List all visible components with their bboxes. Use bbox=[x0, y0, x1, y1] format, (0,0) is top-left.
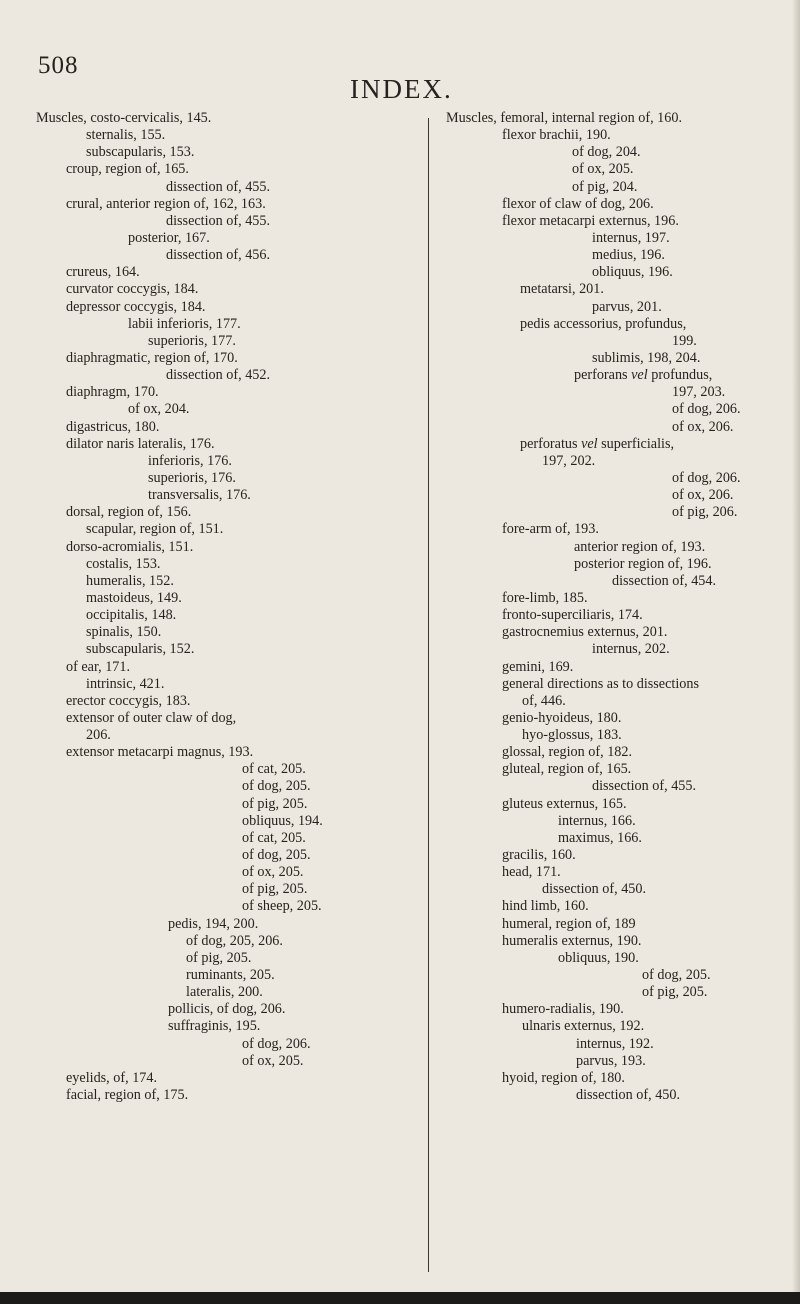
index-entry bbox=[36, 916, 426, 933]
index-entry bbox=[36, 419, 426, 436]
index-entry-text: subscapularis, 153. bbox=[86, 144, 195, 161]
index-entry-text: depressor coccygis, 184. bbox=[66, 298, 206, 315]
index-entry bbox=[36, 333, 426, 350]
index-entry-text: fronto-superciliaris, 174. bbox=[502, 607, 643, 624]
index-entry bbox=[446, 521, 791, 538]
index-entry-text: diaphragm, 170. bbox=[66, 384, 159, 401]
index-entry bbox=[36, 641, 426, 658]
page-number: 508 bbox=[38, 52, 79, 79]
index-entry-text: humero-radialis, 190. bbox=[502, 1001, 624, 1018]
index-entry bbox=[446, 470, 791, 487]
index-entry-text: dorsal, region of, 156. bbox=[66, 504, 192, 521]
index-entry bbox=[446, 247, 791, 264]
index-entry-text: facial, region of, 175. bbox=[66, 1087, 189, 1104]
index-entry-text: extensor metacarpi magnus, 193. bbox=[66, 744, 254, 761]
index-entry bbox=[446, 504, 791, 521]
index-entry bbox=[446, 453, 791, 470]
index-entry bbox=[446, 556, 791, 573]
index-entry bbox=[446, 573, 791, 590]
index-entry bbox=[446, 830, 791, 847]
index-entry-text: occipitalis, 148. bbox=[86, 607, 177, 624]
index-entry bbox=[36, 590, 426, 607]
index-entry-text: head, 171. bbox=[502, 864, 561, 881]
index-entry-text: parvus, 201. bbox=[592, 298, 662, 315]
index-entry-text: of ox, 206. bbox=[672, 487, 734, 504]
index-entry bbox=[36, 676, 426, 693]
index-entry-text: erector coccygis, 183. bbox=[66, 692, 191, 709]
index-entry-text: hyo-glossus, 183. bbox=[522, 727, 622, 744]
index-entry-text: flexor of claw of dog, 206. bbox=[502, 195, 654, 212]
index-entry bbox=[36, 127, 426, 144]
index-entry-text: glossal, region of, 182. bbox=[502, 744, 633, 761]
index-entry bbox=[36, 436, 426, 453]
index-entry-text: labii inferioris, 177. bbox=[128, 315, 241, 332]
index-entry bbox=[36, 1070, 426, 1087]
index-entry-text: crureus, 164. bbox=[66, 264, 140, 281]
running-head: INDEX. bbox=[350, 74, 453, 104]
index-entry-text: medius, 196. bbox=[592, 247, 665, 264]
index-entry-text: anterior region of, 193. bbox=[574, 538, 706, 555]
index-entry bbox=[446, 1001, 791, 1018]
index-entry-text: posterior region of, 196. bbox=[574, 555, 712, 572]
index-entry-text: of pig, 205. bbox=[186, 949, 252, 966]
index-entry bbox=[446, 299, 791, 316]
index-entry-text: of ox, 205. bbox=[242, 1052, 304, 1069]
index-entry bbox=[36, 299, 426, 316]
index-entry bbox=[446, 847, 791, 864]
index-entry bbox=[446, 693, 791, 710]
index-entry bbox=[446, 659, 791, 676]
index-entry bbox=[36, 264, 426, 281]
index-entry bbox=[36, 401, 426, 418]
page-bottom-edge bbox=[0, 1292, 800, 1304]
index-entry bbox=[446, 333, 791, 350]
index-entry bbox=[446, 384, 791, 401]
index-entry bbox=[446, 607, 791, 624]
index-entry-text: sternalis, 155. bbox=[86, 127, 166, 144]
index-entry-text: fore-limb, 185. bbox=[502, 589, 588, 606]
index-entry-text: general directions as to dissections bbox=[502, 675, 699, 692]
index-entry-text: Muscles, femoral, internal region of, 160. bbox=[446, 110, 682, 126]
index-entry bbox=[446, 1018, 791, 1035]
index-entry-text: of dog, 204. bbox=[572, 144, 641, 161]
index-entry-text: of dog, 206. bbox=[672, 401, 741, 418]
index-entry-text: of ox, 204. bbox=[128, 401, 190, 418]
index-entry-text: Muscles, costo-cervicalis, 145. bbox=[36, 110, 212, 126]
index-entry-text: of, 446. bbox=[522, 692, 566, 709]
index-entry bbox=[36, 247, 426, 264]
index-entry bbox=[446, 1036, 791, 1053]
index-entry-text: of ox, 206. bbox=[672, 418, 734, 435]
index-entry-text: dissection of, 450. bbox=[576, 1087, 681, 1104]
index-entry-text: of sheep, 205. bbox=[242, 898, 322, 915]
index-entry bbox=[36, 607, 426, 624]
index-entry-text: ulnaris externus, 192. bbox=[522, 1018, 645, 1035]
index-entry bbox=[36, 504, 426, 521]
index-entry bbox=[446, 744, 791, 761]
index-entry-text: superioris, 177. bbox=[148, 332, 236, 349]
index-entry-text: pedis, 194, 200. bbox=[168, 915, 259, 932]
index-entry bbox=[446, 264, 791, 281]
index-entry-text: metatarsi, 201. bbox=[520, 281, 604, 298]
index-entry-text: of ox, 205. bbox=[572, 161, 634, 178]
index-entry-text: flexor metacarpi externus, 196. bbox=[502, 212, 679, 229]
index-entry bbox=[446, 316, 791, 333]
index-entry-text: of ox, 205. bbox=[242, 864, 304, 881]
index-entry bbox=[36, 984, 426, 1001]
index-entry-text: gastrocnemius externus, 201. bbox=[502, 624, 668, 641]
index-entry bbox=[446, 881, 791, 898]
index-entry bbox=[446, 676, 791, 693]
index-entry-text: perforans vel profundus, bbox=[574, 367, 713, 384]
index-entry bbox=[36, 281, 426, 298]
index-entry-text: of pig, 205. bbox=[642, 984, 708, 1001]
index-entry bbox=[446, 950, 791, 967]
index-entry-text: internus, 197. bbox=[592, 229, 670, 246]
index-entry bbox=[446, 641, 791, 658]
index-entry-text: maximus, 166. bbox=[558, 829, 642, 846]
index-entry-text: of dog, 205. bbox=[242, 847, 311, 864]
index-entry-text: mastoideus, 149. bbox=[86, 589, 182, 606]
index-entry-text: of cat, 205. bbox=[242, 829, 306, 846]
index-entry-text: parvus, 193. bbox=[576, 1052, 646, 1069]
index-entry bbox=[446, 350, 791, 367]
index-entry bbox=[36, 693, 426, 710]
index-entry bbox=[36, 933, 426, 950]
index-entry bbox=[36, 573, 426, 590]
index-entry-text: superioris, 176. bbox=[148, 469, 236, 486]
index-entry bbox=[36, 744, 426, 761]
index-entry-text: dissection of, 456. bbox=[166, 247, 271, 264]
index-entry bbox=[446, 179, 791, 196]
index-entry-text: of dog, 206. bbox=[242, 1035, 311, 1052]
index-entry bbox=[36, 161, 426, 178]
index-entry bbox=[36, 950, 426, 967]
index-entry bbox=[446, 1070, 791, 1087]
index-entry bbox=[446, 230, 791, 247]
index-entry-text: posterior, 167. bbox=[128, 229, 210, 246]
index-entry bbox=[446, 401, 791, 418]
index-entry-text: perforatus vel superficialis, bbox=[520, 435, 675, 452]
index-entry bbox=[446, 127, 791, 144]
index-entry bbox=[36, 453, 426, 470]
index-entry-text: hind limb, 160. bbox=[502, 898, 589, 915]
index-entry bbox=[446, 624, 791, 641]
index-entry-text: of pig, 205. bbox=[242, 881, 308, 898]
index-entry bbox=[36, 110, 426, 127]
column-divider bbox=[428, 118, 429, 1272]
index-entry-text: intrinsic, 421. bbox=[86, 675, 165, 692]
index-entry bbox=[446, 933, 791, 950]
index-entry bbox=[36, 179, 426, 196]
index-entry bbox=[446, 984, 791, 1001]
index-entry bbox=[446, 796, 791, 813]
index-entry bbox=[446, 1087, 791, 1104]
index-entry-text: pollicis, of dog, 206. bbox=[168, 1001, 286, 1018]
index-entry bbox=[36, 864, 426, 881]
index-entry-text: lateralis, 200. bbox=[186, 984, 263, 1001]
index-entry-text: costalis, 153. bbox=[86, 555, 161, 572]
index-entry bbox=[446, 710, 791, 727]
index-entry bbox=[36, 830, 426, 847]
index-entry bbox=[36, 847, 426, 864]
index-entry-text: gemini, 169. bbox=[502, 658, 574, 675]
index-entry-text: ruminants, 205. bbox=[186, 967, 275, 984]
index-entry bbox=[446, 967, 791, 984]
index-entry bbox=[446, 110, 791, 127]
index-entry bbox=[446, 778, 791, 795]
index-entry-text: of cat, 205. bbox=[242, 761, 306, 778]
index-entry bbox=[446, 161, 791, 178]
index-entry-text: fore-arm of, 193. bbox=[502, 521, 599, 538]
index-entry-text: 206. bbox=[86, 727, 111, 744]
index-entry-text: croup, region of, 165. bbox=[66, 161, 189, 178]
index-entry-text: flexor brachii, 190. bbox=[502, 127, 611, 144]
index-entry bbox=[446, 487, 791, 504]
index-entry-text: gluteal, region of, 165. bbox=[502, 761, 632, 778]
index-entry bbox=[36, 144, 426, 161]
index-entry-text: dissection of, 454. bbox=[612, 572, 717, 589]
index-entry bbox=[36, 727, 426, 744]
index-entry bbox=[36, 350, 426, 367]
index-entry-text: spinalis, 150. bbox=[86, 624, 162, 641]
index-entry bbox=[36, 367, 426, 384]
index-entry bbox=[36, 624, 426, 641]
index-entry-text: dissection of, 455. bbox=[592, 778, 697, 795]
index-entry-text: 197, 203. bbox=[672, 384, 726, 401]
index-entry bbox=[36, 556, 426, 573]
index-entry-text: obliquus, 190. bbox=[558, 949, 639, 966]
index-entry-text: genio-hyoideus, 180. bbox=[502, 709, 622, 726]
index-entry-text: humeralis externus, 190. bbox=[502, 932, 642, 949]
index-entry-text: curvator coccygis, 184. bbox=[66, 281, 199, 298]
index-entry-text: obliquus, 196. bbox=[592, 264, 673, 281]
index-entry-text: gracilis, 160. bbox=[502, 847, 576, 864]
index-entry-text: of ear, 171. bbox=[66, 658, 131, 675]
index-entry-text: of dog, 206. bbox=[672, 469, 741, 486]
index-entry-text: digastricus, 180. bbox=[66, 418, 160, 435]
index-entry-text: dissection of, 452. bbox=[166, 367, 271, 384]
index-entry-text: hyoid, region of, 180. bbox=[502, 1069, 625, 1086]
index-entry-text: 199. bbox=[672, 332, 697, 349]
index-entry bbox=[36, 778, 426, 795]
index-entry bbox=[36, 1018, 426, 1035]
index-entry bbox=[36, 881, 426, 898]
index-entry bbox=[36, 1001, 426, 1018]
index-entry-text: of pig, 205. bbox=[242, 795, 308, 812]
index-entry bbox=[36, 539, 426, 556]
index-entry-text: pedis accessorius, profundus, bbox=[520, 315, 687, 332]
index-entry bbox=[36, 213, 426, 230]
index-column-right bbox=[446, 110, 791, 1104]
index-entry-text: eyelids, of, 174. bbox=[66, 1069, 158, 1086]
index-entry-text: internus, 192. bbox=[576, 1035, 654, 1052]
index-entry-text: internus, 166. bbox=[558, 812, 636, 829]
index-entry bbox=[36, 659, 426, 676]
index-entry-text: internus, 202. bbox=[592, 641, 670, 658]
index-entry-text: 197, 202. bbox=[542, 452, 596, 469]
index-entry-text: transversalis, 176. bbox=[148, 487, 251, 504]
index-entry bbox=[36, 1053, 426, 1070]
index-entry-text: obliquus, 194. bbox=[242, 812, 323, 829]
index-entry bbox=[446, 281, 791, 298]
index-entry bbox=[36, 196, 426, 213]
index-entry bbox=[36, 316, 426, 333]
index-entry bbox=[36, 230, 426, 247]
index-entry-text: gluteus externus, 165. bbox=[502, 795, 627, 812]
index-entry bbox=[446, 144, 791, 161]
index-entry bbox=[446, 539, 791, 556]
index-entry-text: crural, anterior region of, 162, 163. bbox=[66, 195, 266, 212]
index-entry bbox=[446, 727, 791, 744]
index-column-left bbox=[36, 110, 426, 1104]
index-entry-text: dissection of, 450. bbox=[542, 881, 647, 898]
index-entry bbox=[446, 898, 791, 915]
index-entry bbox=[446, 367, 791, 384]
page-right-edge bbox=[792, 0, 800, 1292]
index-entry bbox=[36, 710, 426, 727]
index-entry-text: dissection of, 455. bbox=[166, 178, 271, 195]
index-entry bbox=[446, 196, 791, 213]
index-entry bbox=[36, 1036, 426, 1053]
index-entry-text: of pig, 206. bbox=[672, 504, 738, 521]
index-entry bbox=[36, 487, 426, 504]
index-entry-text: dorso-acromialis, 151. bbox=[66, 538, 194, 555]
index-entry-text: humeral, region of, 189 bbox=[502, 915, 636, 932]
index-entry-text: extensor of outer claw of dog, bbox=[66, 709, 237, 726]
index-entry bbox=[446, 916, 791, 933]
index-entry bbox=[36, 898, 426, 915]
index-entry-text: sublimis, 198, 204. bbox=[592, 349, 701, 366]
index-entry bbox=[36, 521, 426, 538]
index-entry bbox=[36, 967, 426, 984]
index-entry-text: of dog, 205, 206. bbox=[186, 932, 283, 949]
index-entry bbox=[446, 213, 791, 230]
index-entry bbox=[36, 384, 426, 401]
index-entry bbox=[36, 470, 426, 487]
index-entry bbox=[36, 1087, 426, 1104]
index-entry-text: of dog, 205. bbox=[242, 778, 311, 795]
index-entry bbox=[446, 436, 791, 453]
index-entry-text: dilator naris lateralis, 176. bbox=[66, 435, 215, 452]
index-entry-text: inferioris, 176. bbox=[148, 452, 232, 469]
index-entry-text: scapular, region of, 151. bbox=[86, 521, 224, 538]
index-entry bbox=[446, 590, 791, 607]
index-entry-text: of dog, 205. bbox=[642, 967, 711, 984]
index-entry-text: diaphragmatic, region of, 170. bbox=[66, 349, 238, 366]
index-entry-text: suffraginis, 195. bbox=[168, 1018, 261, 1035]
index-entry-text: dissection of, 455. bbox=[166, 212, 271, 229]
index-entry bbox=[36, 796, 426, 813]
index-entry bbox=[36, 761, 426, 778]
index-entry bbox=[446, 813, 791, 830]
index-entry-text: of pig, 204. bbox=[572, 178, 638, 195]
index-entry bbox=[36, 813, 426, 830]
index-entry bbox=[446, 419, 791, 436]
index-entry-text: humeralis, 152. bbox=[86, 572, 174, 589]
index-entry-text: subscapularis, 152. bbox=[86, 641, 195, 658]
index-entry bbox=[446, 761, 791, 778]
index-entry bbox=[446, 1053, 791, 1070]
index-entry bbox=[446, 864, 791, 881]
